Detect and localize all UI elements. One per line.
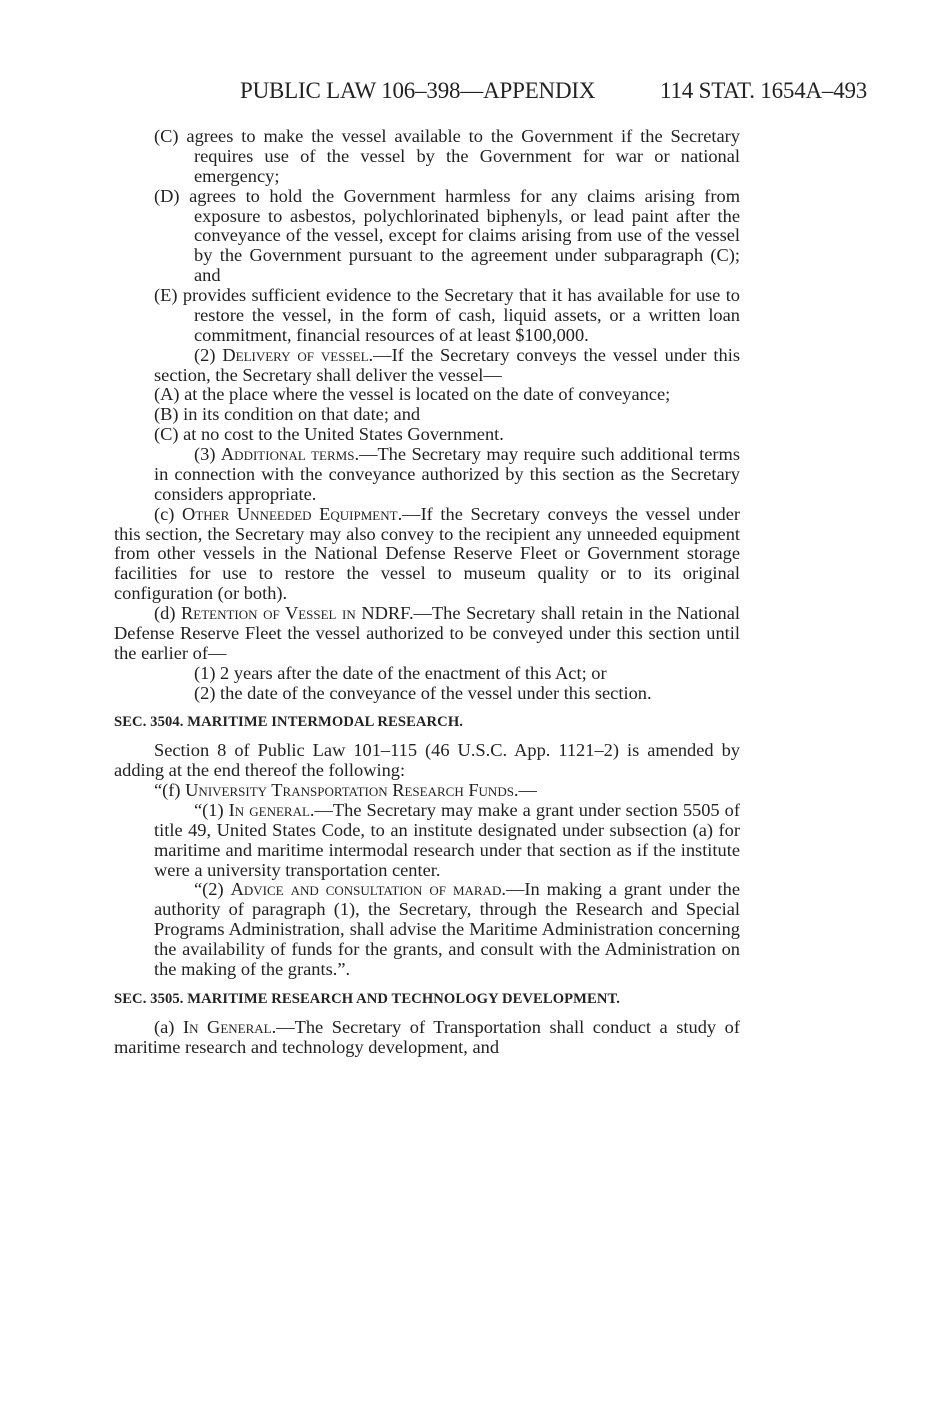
paragraph-2-advice-and-consultation: “(2) Advice and consultation of marad.—In making a grant under the authority of paragraph (1), the Secretary, through the Research and Special Programs Administration, shall advise the Maritime Administration concerning the availability of funds for the grants, and consult with the Administration on the making of the grants.”. bbox=[154, 879, 741, 979]
paragraph-e-sufficient-evidence: (E) provides sufficient evidence to the Secretary that it has available for use to restore the vessel, in the form of cash, liquid assets, or a written loan commitment, financial resources of at least $100,000. bbox=[154, 285, 740, 345]
paragraph-b-condition: (B) in its condition on that date; and bbox=[154, 404, 421, 425]
paragraph-1-in-general: “(1) In general.—The Secretary may make a grant under section 5505 of title 49, United States Code, to an institute designated under subsection (a) for maritime and maritime intermodal research under that section as if the institute were a university transportation center. bbox=[154, 799, 740, 880]
paragraph-1-two-years: (1) 2 years after the date of the enactment of this Act; or bbox=[194, 662, 607, 683]
caption-retention-of-vessel: Retention of Vessel in bbox=[181, 603, 356, 623]
subsection-a-in-general: (a) In General.—The Secretary of Transportation shall conduct a study of maritime research and technology development, and bbox=[114, 1016, 740, 1057]
caption-advice-consultation: Advice and consultation of bbox=[230, 879, 446, 900]
paragraph-2-date-of-conveyance: (2) the date of the conveyance of the vessel under this section. bbox=[194, 682, 652, 703]
paragraph-c-no-cost: (C) at no cost to the United States Government. bbox=[154, 424, 504, 445]
paragraph-c-use-by-government: (C) agrees to make the vessel available to the Government if the Secretary requires use of the vessel by the Government for war or national emergency; bbox=[154, 126, 740, 186]
header-law-title: PUBLIC LAW 106–398—APPENDIX bbox=[240, 78, 596, 103]
subsection-f-university-funds: “(f) University Transportation Research Funds.— bbox=[154, 780, 537, 800]
section-3504-heading: SEC. 3504. MARITIME INTERMODAL RESEARCH. bbox=[114, 714, 464, 731]
paragraph-a-place-of-delivery: (A) at the place where the vessel is located on the date of conveyance; bbox=[154, 384, 671, 405]
header-stat-page: 114 STAT. 1654A–493 bbox=[660, 78, 868, 103]
body-text bbox=[114, 127, 740, 1057]
caption-other-unneeded-equipment: Other Unneeded Equipment. bbox=[182, 503, 403, 524]
caption-in-general-3505: In General. bbox=[182, 1016, 277, 1037]
caption-in-general: In general. bbox=[228, 799, 315, 820]
caption-delivery-of-vessel: Delivery of vessel. bbox=[222, 344, 374, 365]
section-3504-body: Section 8 of Public Law 101–115 (46 U.S.C. App. 1121–2) is amended by adding at the end thereof the following: bbox=[114, 740, 740, 781]
paragraph-3-additional-terms: (3) Additional terms.—The Secretary may require such additional terms in connection with the conveyance authorized by this section as the Secretary considers appropriate. bbox=[154, 444, 740, 504]
running-header bbox=[240, 78, 890, 108]
paragraph-d-hold-harmless: (D) agrees to hold the Government harmless for any claims arising from exposure to asbestos, polychlorinated biphenyls, or lead paint after the conveyance of the vessel, except for claims arising from use of the vessel by the Government pursuant to the agreement under subparagraph (C); and bbox=[154, 185, 740, 286]
subsection-c-other-unneeded-equipment: (c) Other Unneeded Equipment.—If the Secretary conveys the vessel under this section, the Secretary may also convey to the recipient any unneeded equipment from other vessels in the National Defense Reserve Fleet or Government storage facilities for use to restore the vessel to museum quality or to its original configuration (or both). bbox=[114, 503, 740, 604]
subsection-d-retention-of-vessel: (d) Retention of Vessel in NDRF.—The Secretary shall retain in the National Defense Reserve Fleet the vessel authorized to be conveyed under this section until the earlier of— bbox=[114, 603, 740, 663]
paragraph-2-delivery-of-vessel: (2) Delivery of vessel.—If the Secretary conveys the vessel under this section, the Secretary shall deliver the vessel— bbox=[154, 344, 741, 385]
section-3505-heading: SEC. 3505. MARITIME RESEARCH AND TECHNOLOGY DEVELOPMENT. bbox=[114, 990, 621, 1007]
caption-university-funds: University Transportation Research Funds. bbox=[185, 780, 519, 800]
caption-additional-terms: Additional terms. bbox=[220, 444, 360, 464]
